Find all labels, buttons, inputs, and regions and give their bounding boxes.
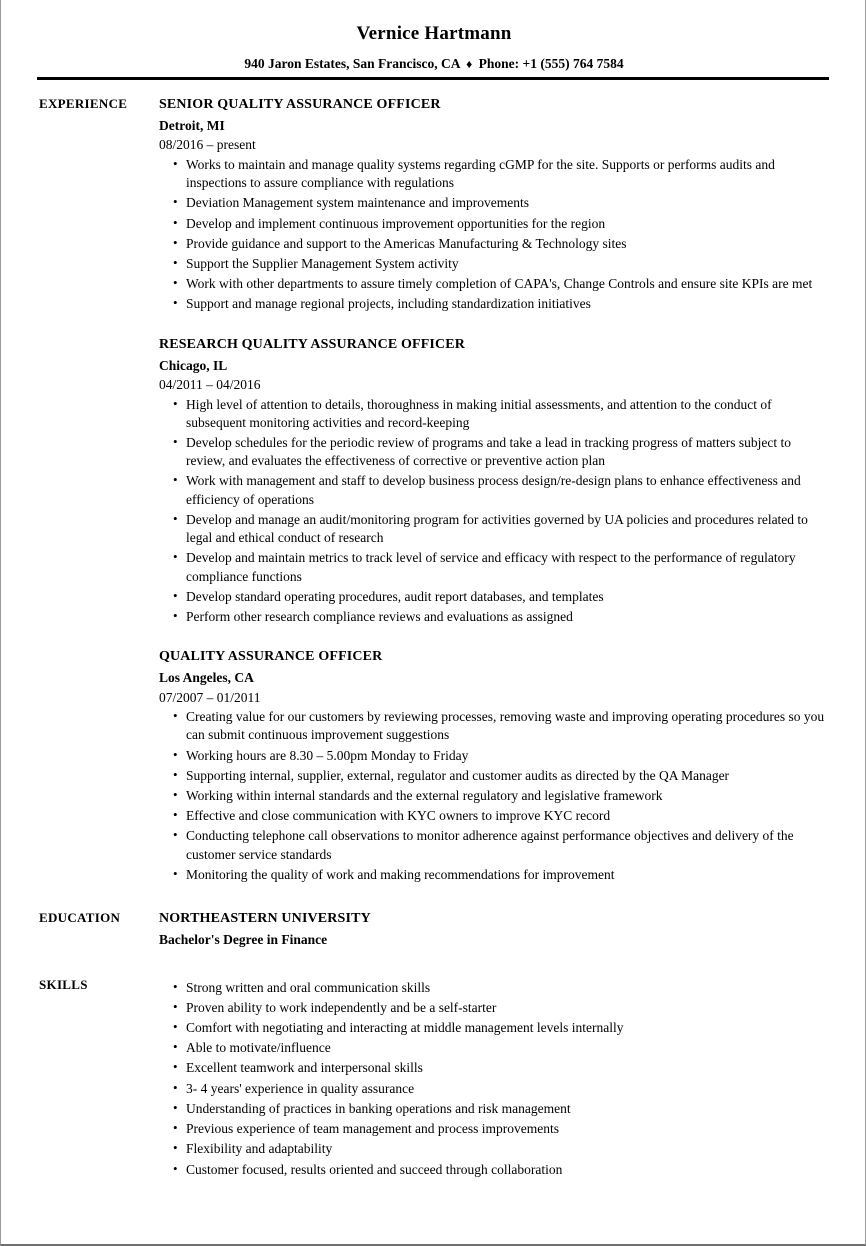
job-bullet: • Provide guidance and support to the Americas Manufacturing & Technology sites (159, 235, 831, 253)
section-experience-label: EXPERIENCE (39, 95, 128, 111)
job-dates: 04/2011 – 04/2016 (159, 377, 261, 393)
education-entry (159, 910, 831, 949)
job-dates: 07/2007 – 01/2011 (159, 689, 261, 705)
skill-bullet: • Comfort with negotiating and interacting at middle management levels internally (159, 1019, 831, 1037)
section-skills-content (159, 977, 831, 1179)
job-bullet-list (159, 156, 831, 314)
skill-bullet: • Strong written and oral communication skills (159, 979, 831, 997)
experience-entry (159, 96, 831, 314)
skill-bullet: • Able to motivate/influence (159, 1039, 831, 1057)
job-bullet: • Develop schedules for the periodic review of programs and take a lead in tracking progress of matters subject to review, and evaluates the effectiveness of corrective or preventive action plan (159, 434, 831, 470)
job-bullet: • Develop and manage an audit/monitoring program for activities governed by UA policies and procedures related to legal and ethical conduct of research (159, 511, 831, 547)
job-bullet: • Perform other research compliance reviews and evaluations as assigned (159, 608, 831, 626)
education-school: NORTHEASTERN UNIVERSITY (159, 911, 371, 927)
job-bullet: • Supporting internal, supplier, external, regulator and customer audits as directed by the QA Manager (159, 767, 831, 785)
job-bullet: • High level of attention to details, thoroughness in making initial assessments, and attention to the conduct of subsequent monitoring activities and record-keeping (159, 396, 831, 432)
skills-bullet-list (159, 979, 831, 1179)
contact-phone: Phone: +1 (555) 764 7584 (478, 55, 624, 71)
contact-address: 940 Jaron Estates, San Francisco, CA (244, 55, 460, 71)
job-bullet: • Develop and maintain metrics to track level of service and efficacy with respect to the performance of regulatory compliance functions (159, 549, 831, 585)
section-experience-label-col (37, 96, 159, 112)
job-bullet-list (159, 708, 831, 884)
diamond-separator-icon: ♦ (466, 56, 473, 71)
education-degree: Bachelor's Degree in Finance (159, 932, 328, 948)
section-experience (37, 96, 831, 884)
section-education (37, 910, 831, 949)
job-bullet: • Support the Supplier Management System activity (159, 255, 831, 273)
job-location: Chicago, IL (159, 357, 228, 373)
job-bullet: • Develop and implement continuous improvement opportunities for the region (159, 215, 831, 233)
job-title: RESEARCH QUALITY ASSURANCE OFFICER (159, 336, 466, 352)
skill-bullet: • Proven ability to work independently and be a self-starter (159, 999, 831, 1017)
section-skills (37, 977, 831, 1179)
resume-header (37, 0, 831, 80)
section-education-content (159, 910, 831, 949)
job-bullet: • Deviation Management system maintenance and improvements (159, 194, 831, 212)
contact-line (37, 56, 831, 72)
job-bullet: • Working hours are 8.30 – 5.00pm Monday to Friday (159, 747, 831, 765)
job-bullet: • Develop standard operating procedures, audit report databases, and templates (159, 588, 831, 606)
section-education-label: EDUCATION (39, 910, 121, 926)
job-bullet: • Work with management and staff to develop business process design/re-design plans to enhance effectiveness and efficiency of operations (159, 472, 831, 508)
section-experience-content (159, 96, 831, 884)
skill-bullet: • Understanding of practices in banking operations and risk management (159, 1100, 831, 1118)
job-bullet: • Work with other departments to assure timely completion of CAPA's, Change Controls and ensure site KPIs are met (159, 275, 831, 293)
job-location: Detroit, MI (159, 118, 225, 134)
skill-bullet: • Excellent teamwork and interpersonal skills (159, 1059, 831, 1077)
job-title: SENIOR QUALITY ASSURANCE OFFICER (159, 96, 441, 112)
candidate-name: Vernice Hartmann (356, 23, 512, 44)
section-education-label-col (37, 910, 159, 926)
job-bullet-list (159, 396, 831, 627)
job-bullet: • Working within internal standards and the external regulatory and legislative framework (159, 787, 831, 805)
section-skills-label: SKILLS (39, 976, 88, 992)
experience-entry (159, 336, 831, 627)
job-bullet: • Conducting telephone call observations to monitor adherence against performance objectives and delivery of the customer service standards (159, 827, 831, 863)
skill-bullet: • 3- 4 years' experience in quality assurance (159, 1080, 831, 1098)
header-divider (37, 77, 829, 80)
resume-body (37, 96, 831, 1179)
job-location: Los Angeles, CA (159, 670, 254, 686)
section-skills-label-col (37, 977, 159, 993)
skill-bullet: • Customer focused, results oriented and succeed through collaboration (159, 1161, 831, 1179)
job-title: QUALITY ASSURANCE OFFICER (159, 649, 383, 665)
job-bullet: • Monitoring the quality of work and making recommendations for improvement (159, 866, 831, 884)
job-bullet: • Works to maintain and manage quality systems regarding cGMP for the site. Supports or performs audits and inspections to assure compliance with regulations (159, 156, 831, 192)
skill-bullet: • Previous experience of team management and process improvements (159, 1120, 831, 1138)
job-bullet: • Creating value for our customers by reviewing processes, removing waste and improving operating procedures so you can submit continuous improvement suggestions (159, 708, 831, 744)
skill-bullet: • Flexibility and adaptability (159, 1140, 831, 1158)
job-dates: 08/2016 – present (159, 137, 256, 153)
resume-content (37, 0, 831, 1179)
experience-entry (159, 648, 831, 884)
job-bullet: • Support and manage regional projects, including standardization initiatives (159, 295, 831, 313)
job-bullet: • Effective and close communication with KYC owners to improve KYC record (159, 807, 831, 825)
